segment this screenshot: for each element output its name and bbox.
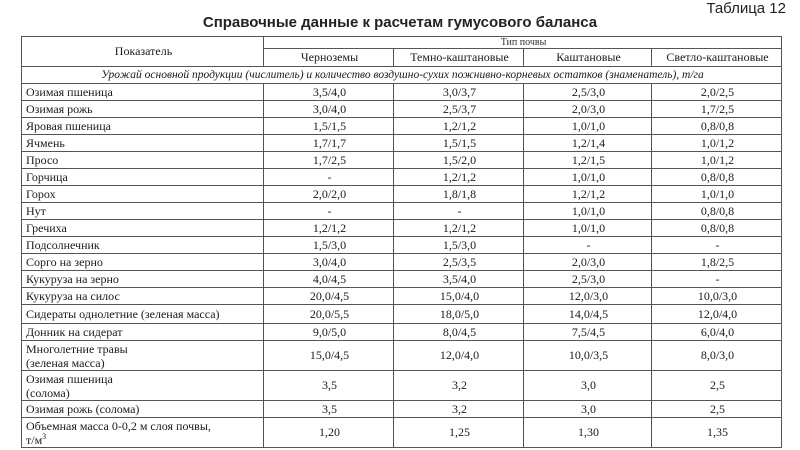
row-label: Гречиха — [22, 220, 264, 237]
cell-value: 3,0/4,0 — [264, 254, 394, 271]
cell-value: 20,0/5,5 — [264, 305, 394, 324]
cell-value: 1,0/1,0 — [524, 169, 652, 186]
cell-value: - — [524, 237, 652, 254]
cell-value: - — [264, 169, 394, 186]
indicator-header: Показатель — [22, 37, 264, 67]
table-row — [22, 401, 782, 418]
soil-type-light-chestnut: Светло-каштановые — [652, 49, 782, 67]
cell-value: 0,8/0,8 — [652, 203, 782, 220]
row-label-line2: (зеленая масса) — [26, 355, 105, 370]
cell-value: - — [652, 237, 782, 254]
row-label-line1: Озимая пшеница — [26, 371, 113, 386]
cell-value: 1,0/1,0 — [524, 118, 652, 135]
row-label — [22, 371, 264, 401]
cell-value: 12,0/4,0 — [652, 305, 782, 324]
cell-value: 1,2/1,5 — [524, 152, 652, 169]
cell-value: 1,5/1,5 — [264, 118, 394, 135]
soil-type-dark-chestnut: Темно-каштановые — [394, 49, 524, 67]
row-label: Просо — [22, 152, 264, 169]
cell-value: 0,8/0,8 — [652, 220, 782, 237]
cell-value: 2,5/3,0 — [524, 84, 652, 101]
row-label: Горох — [22, 186, 264, 203]
cell-value: 0,8/0,8 — [652, 169, 782, 186]
cell-value: 10,0/3,0 — [652, 288, 782, 305]
row-label: Нут — [22, 203, 264, 220]
cell-value: 1,2/1,2 — [394, 118, 524, 135]
cell-value: 12,0/4,0 — [394, 341, 524, 371]
cell-value: 2,0/2,0 — [264, 186, 394, 203]
cell-value: - — [264, 203, 394, 220]
cell-value: 3,0 — [524, 371, 652, 401]
cell-value: 1,7/2,5 — [652, 101, 782, 118]
cell-value: 12,0/3,0 — [524, 288, 652, 305]
cell-value: 3,5/4,0 — [264, 84, 394, 101]
cell-value: 9,0/5,0 — [264, 324, 394, 341]
row-label-line2: (солома) — [26, 385, 70, 400]
cell-value: 4,0/4,5 — [264, 271, 394, 288]
cell-value: 3,5/4,0 — [394, 271, 524, 288]
cell-value: 1,2/1,2 — [524, 186, 652, 203]
cell-value: 1,8/1,8 — [394, 186, 524, 203]
cell-value: 1,5/3,0 — [264, 237, 394, 254]
cell-value: 7,5/4,5 — [524, 324, 652, 341]
row-label: Озимая пшеница — [22, 84, 264, 101]
cell-value: 10,0/3,5 — [524, 341, 652, 371]
cell-value: 8,0/3,0 — [652, 341, 782, 371]
cell-value: 2,0/3,0 — [524, 101, 652, 118]
row-label: Кукуруза на силос — [22, 288, 264, 305]
soil-type-header: Тип почвы — [264, 37, 782, 49]
cell-value: 15,0/4,5 — [264, 341, 394, 371]
cell-value: 3,5 — [264, 401, 394, 418]
cell-value: 1,2/1,2 — [394, 169, 524, 186]
cell-value: 1,0/1,2 — [652, 135, 782, 152]
table-row — [22, 371, 782, 401]
table-number: Таблица 12 — [706, 0, 786, 17]
page-title: Справочные данные к расчетам гумусового баланса — [202, 14, 598, 31]
cell-value: 1,5/1,5 — [394, 135, 524, 152]
cell-value: 1,5/3,0 — [394, 237, 524, 254]
table-row — [22, 341, 782, 371]
row-label: Сидераты однолетние (зеленая масса) — [22, 305, 264, 324]
section-title: Урожай основной продукции (числитель) и количество воздушно-сухих пожнивно-корневых остатков (знаменатель), т/га — [22, 67, 782, 84]
row-label — [22, 418, 264, 448]
cell-value: - — [394, 203, 524, 220]
cell-value: 2,5/3,5 — [394, 254, 524, 271]
cell-value: 3,5 — [264, 371, 394, 401]
soil-type-chernozem: Черноземы — [264, 49, 394, 67]
row-label: Яровая пшеница — [22, 118, 264, 135]
table-row — [22, 101, 782, 118]
table-row — [22, 203, 782, 220]
cell-value: 1,35 — [652, 418, 782, 448]
cell-value: 0,8/0,8 — [652, 118, 782, 135]
cell-value: 1,20 — [264, 418, 394, 448]
row-label-line2 — [26, 433, 261, 447]
cell-value: 2,5 — [652, 401, 782, 418]
cell-value: 2,0/3,0 — [524, 254, 652, 271]
soil-type-chestnut: Каштановые — [524, 49, 652, 67]
row-label: Кукуруза на зерно — [22, 271, 264, 288]
cell-value: 2,5/3,0 — [524, 271, 652, 288]
table-row — [22, 418, 782, 448]
cell-value: 2,5 — [652, 371, 782, 401]
table-row — [22, 186, 782, 203]
cell-value: 1,7/2,5 — [264, 152, 394, 169]
row-label: Сорго на зерно — [22, 254, 264, 271]
row-label — [22, 341, 264, 371]
cell-value: 1,2/1,2 — [264, 220, 394, 237]
table-row — [22, 169, 782, 186]
cell-value: 20,0/4,5 — [264, 288, 394, 305]
row-label: Горчица — [22, 169, 264, 186]
table-row — [22, 84, 782, 101]
table-row — [22, 118, 782, 135]
table-row — [22, 135, 782, 152]
cell-value: 14,0/4,5 — [524, 305, 652, 324]
row-label-unit: т/м — [26, 432, 43, 447]
cell-value: 1,25 — [394, 418, 524, 448]
cell-value: 1,2/1,2 — [394, 220, 524, 237]
cell-value: 1,5/2,0 — [394, 152, 524, 169]
cell-value: 1,0/1,0 — [524, 203, 652, 220]
humus-balance-table — [21, 36, 782, 448]
table-row — [22, 254, 782, 271]
table-row — [22, 288, 782, 305]
row-label: Донник на сидерат — [22, 324, 264, 341]
table-row — [22, 271, 782, 288]
cell-value: 1,0/1,2 — [652, 152, 782, 169]
cell-value: 8,0/4,5 — [394, 324, 524, 341]
cell-value: 1,7/1,7 — [264, 135, 394, 152]
cell-value: 1,8/2,5 — [652, 254, 782, 271]
cell-value: 1,2/1,4 — [524, 135, 652, 152]
cell-value: 15,0/4,0 — [394, 288, 524, 305]
row-label-superscript: 3 — [42, 431, 47, 441]
table-row — [22, 305, 782, 324]
cell-value: 1,30 — [524, 418, 652, 448]
cell-value: 18,0/5,0 — [394, 305, 524, 324]
cell-value: 3,0/4,0 — [264, 101, 394, 118]
row-label: Озимая рожь (солома) — [22, 401, 264, 418]
row-label: Подсолнечник — [22, 237, 264, 254]
cell-value: - — [652, 271, 782, 288]
row-label-line1: Многолетние травы — [26, 341, 128, 356]
table-row — [22, 324, 782, 341]
cell-value: 1,0/1,0 — [524, 220, 652, 237]
row-label: Озимая рожь — [22, 101, 264, 118]
cell-value: 3,0/3,7 — [394, 84, 524, 101]
cell-value: 2,5/3,7 — [394, 101, 524, 118]
cell-value: 2,0/2,5 — [652, 84, 782, 101]
row-label-line1: Объемная масса 0-0,2 м слоя почвы, — [26, 418, 211, 433]
cell-value: 1,0/1,0 — [652, 186, 782, 203]
cell-value: 3,0 — [524, 401, 652, 418]
table-row — [22, 220, 782, 237]
table-row — [22, 152, 782, 169]
cell-value: 3,2 — [394, 371, 524, 401]
row-label: Ячмень — [22, 135, 264, 152]
cell-value: 3,2 — [394, 401, 524, 418]
cell-value: 6,0/4,0 — [652, 324, 782, 341]
table-row — [22, 237, 782, 254]
